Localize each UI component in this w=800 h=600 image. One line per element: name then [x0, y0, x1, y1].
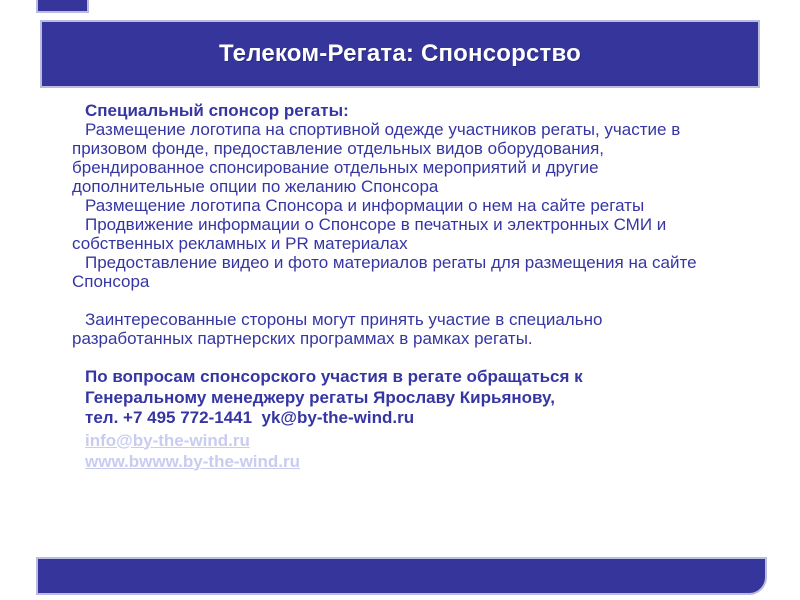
contact-phone-line: тел. +7 495 772-1441 yk@by-the-wind.ru: [85, 408, 415, 427]
contact-line: Генеральному менеджеру регаты Ярославу Кирьянову,: [85, 387, 555, 407]
slide-header-bar: [40, 20, 760, 88]
slide-body: [72, 101, 718, 472]
contact-line: По вопросам спонсорского участия в регате обращаться к: [85, 367, 583, 386]
email-link[interactable]: info@by-the-wind.ru: [85, 430, 250, 450]
contact-block: [72, 367, 718, 429]
website-link[interactable]: www.bwww.by-the-wind.ru: [85, 451, 301, 471]
bottom-accent-bar: [36, 557, 767, 595]
body-paragraph: Заинтересованные стороны могут принять участие в специально разработанных партнерских программах в рамках регаты.: [72, 310, 603, 348]
blank-line: [72, 348, 718, 367]
slide-title: Телеком-Регата: Спонсорство: [219, 40, 581, 67]
body-paragraph: Размещение логотипа Спонсора и информации о нем на сайте регаты: [85, 196, 645, 215]
body-paragraph: Размещение логотипа на спортивной одежде участников регаты, участие в призовом фонде, предоставление отдельных видов оборудования, брендированное спонсирование отдельных мероприятий и другие дополнительные опции по желанию Спонсора: [72, 120, 681, 196]
body-paragraph: Предоставление видео и фото материалов регаты для размещения на сайте Спонсора: [72, 253, 697, 291]
links-block: [72, 430, 718, 472]
blank-line: [72, 291, 718, 310]
body-paragraph: Продвижение информации о Спонсоре в печатных и электронных СМИ и собственных рекламных и PR материалах: [72, 215, 667, 253]
top-left-accent-chip: [36, 0, 89, 13]
body-heading: Специальный спонсор регаты:: [85, 101, 349, 120]
